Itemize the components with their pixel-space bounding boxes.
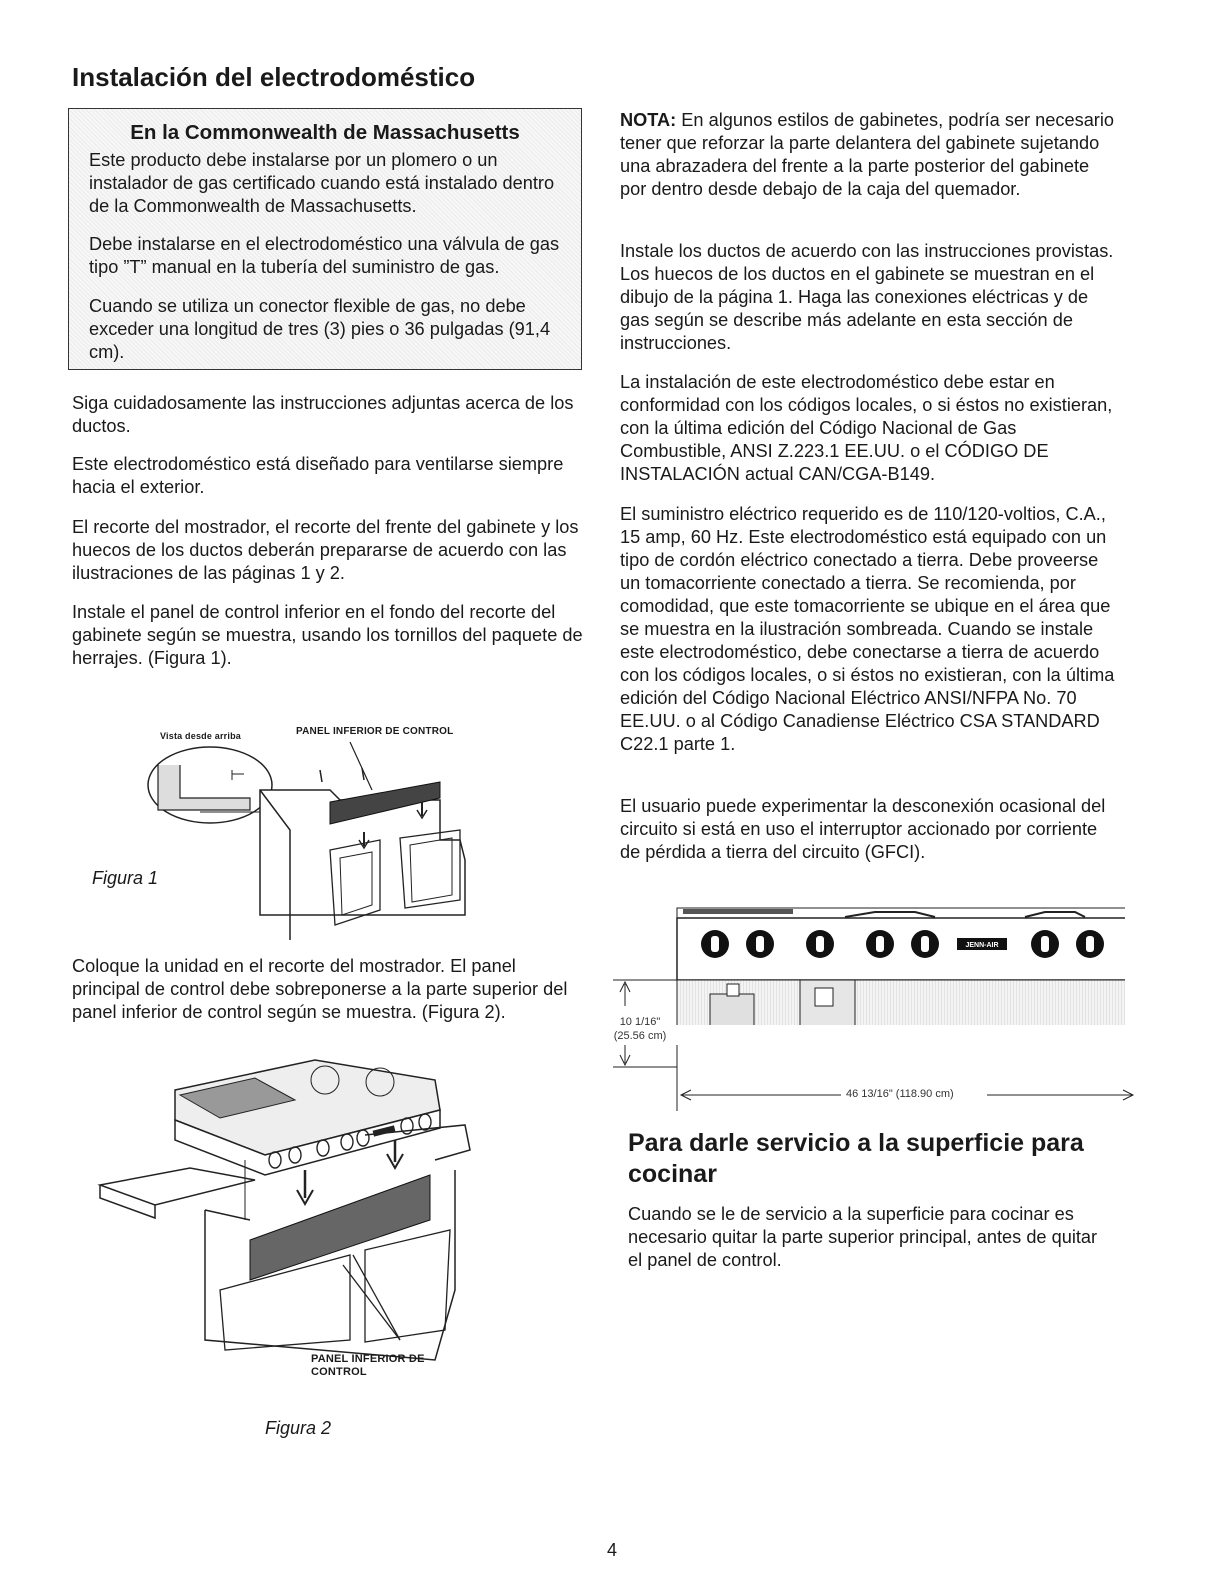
notice-paragraph-1: Este producto debe instalarse por un plomero o un instalador de gas certificado cuando está instalado dentro de la Commonwealth de Massachusetts.: [89, 150, 555, 216]
right-paragraph-3: La instalación de este electrodoméstico debe estar en conformidad con los códigos locales, o si éstos no existieran, con la última edición del Código Nacional de Gas Combustible, ANSI Z.223.1 EE.UU. o el CÓDIGO DE INSTALACIÓN actual CAN/CGA-B149.: [620, 372, 1113, 484]
right-nota-paragraph: [620, 109, 1120, 201]
left-paragraph-2: Este electrodoméstico está diseñado para ventilarse siempre hacia el exterior.: [72, 454, 564, 497]
right-paragraph-2: Instale los ductos de acuerdo con las instrucciones provistas. Los huecos de los ductos en el gabinete se muestran en el dibujo de la página 1. Haga las conexiones eléctricas y de gas según se describe más adelante en esta sección de instrucciones.: [620, 241, 1114, 353]
figure2-panel-label-1: PANEL INFERIOR DE: [311, 1353, 425, 1365]
left-paragraph-5: Coloque la unidad en el recorte del mostrador. El panel principal de control debe sobreponerse a la parte superior del panel inferior de control según se muestra. (Figura 2).: [72, 956, 568, 1022]
height-label-in: 10 1/16": [619, 1016, 661, 1028]
figure3-dimension-lines: [605, 1045, 1135, 1115]
height-dimension: [605, 1015, 675, 1043]
right-paragraph-5: El usuario puede experimentar la desconexión ocasional del circuito si está en uso el interruptor accionado por corriente de pérdida a tierra del circuito (GFCI).: [620, 796, 1106, 862]
figure2-caption: Figura 2: [265, 1418, 332, 1438]
figure1-illustration: [140, 740, 480, 945]
notice-paragraph-3: Cuando se utiliza un conector flexible de gas, no debe exceder una longitud de tres (3) pies o 36 pulgadas (91,4 cm).: [89, 296, 551, 362]
right-paragraph-4: El suministro eléctrico requerido es de 110/120-voltios, C.A., 15 amp, 60 Hz. Este electrodoméstico está equipado con un tipo de cordón eléctrico conectado a tierra. Debe proveerse un tomacorriente conectado a tierra. Se recomienda, por comodidad, que este tomacorriente se ubique en el área que se muestra en la ilustración sombreada. Cuando se instale este electrodoméstico, debe conectarse a tierra de acuerdo con los códigos locales, o si éstos no existieran, con la última edición del Código Nacional Eléctrico ANSI/NFPA No. 70 EE.UU. o al Código Canadiense Eléctrico CSA STANDARD C22.1 parte 1.: [620, 504, 1115, 754]
figure1-panel-label: PANEL INFERIOR DE CONTROL: [296, 726, 454, 737]
left-paragraph-4: Instale el panel de control inferior en el fondo del recorte del gabinete según se muestra, usando los tornillos del paquete de herrajes. (Figura 1).: [72, 602, 583, 668]
page-number: 4: [606, 1540, 617, 1560]
figure2-illustration: [95, 1050, 475, 1380]
page-title: Instalación del electrodoméstico: [72, 62, 476, 92]
figure1-caption: Figura 1: [92, 868, 159, 888]
notice-heading: En la Commonwealth de Massachusetts: [130, 121, 520, 144]
service-text: Cuando se le de servicio a la superficie para cocinar es necesario quitar la parte superior principal, antes de quitar el panel de control.: [628, 1204, 1098, 1270]
service-heading: Para darle servicio a la superficie para cocinar: [628, 1129, 1084, 1188]
figure2-panel-label-2: CONTROL: [311, 1366, 367, 1378]
figure3-illustration: [605, 900, 1125, 1025]
figure1-view-label: Vista desde arriba: [160, 731, 241, 741]
notice-paragraph-2: Debe instalarse en el electrodoméstico una válvula de gas tipo ”T” manual en la tubería del suministro de gas.: [89, 234, 560, 277]
nota-label: NOTA:: [620, 110, 677, 130]
height-label-cm: (25.56 cm): [613, 1030, 667, 1042]
left-paragraph-3: El recorte del mostrador, el recorte del frente del gabinete y los huecos de los ductos deberán prepararse de acuerdo con las ilustraciones de las páginas 1 y 2.: [72, 517, 579, 583]
left-paragraph-1: Siga cuidadosamente las instrucciones adjuntas acerca de los ductos.: [72, 393, 574, 436]
massachusetts-notice: [68, 108, 582, 370]
nota-text: En algunos estilos de gabinetes, podría ser necesario tener que reforzar la parte delantera del gabinete sujetando una abrazadera del frente a la parte posterior del gabinete por dentro desde debajo de la caja del quemador.: [620, 110, 1115, 199]
width-dimension: 46 13/16" (118.90 cm): [846, 1088, 954, 1100]
brand-logo: JENN-AIR: [965, 942, 999, 949]
